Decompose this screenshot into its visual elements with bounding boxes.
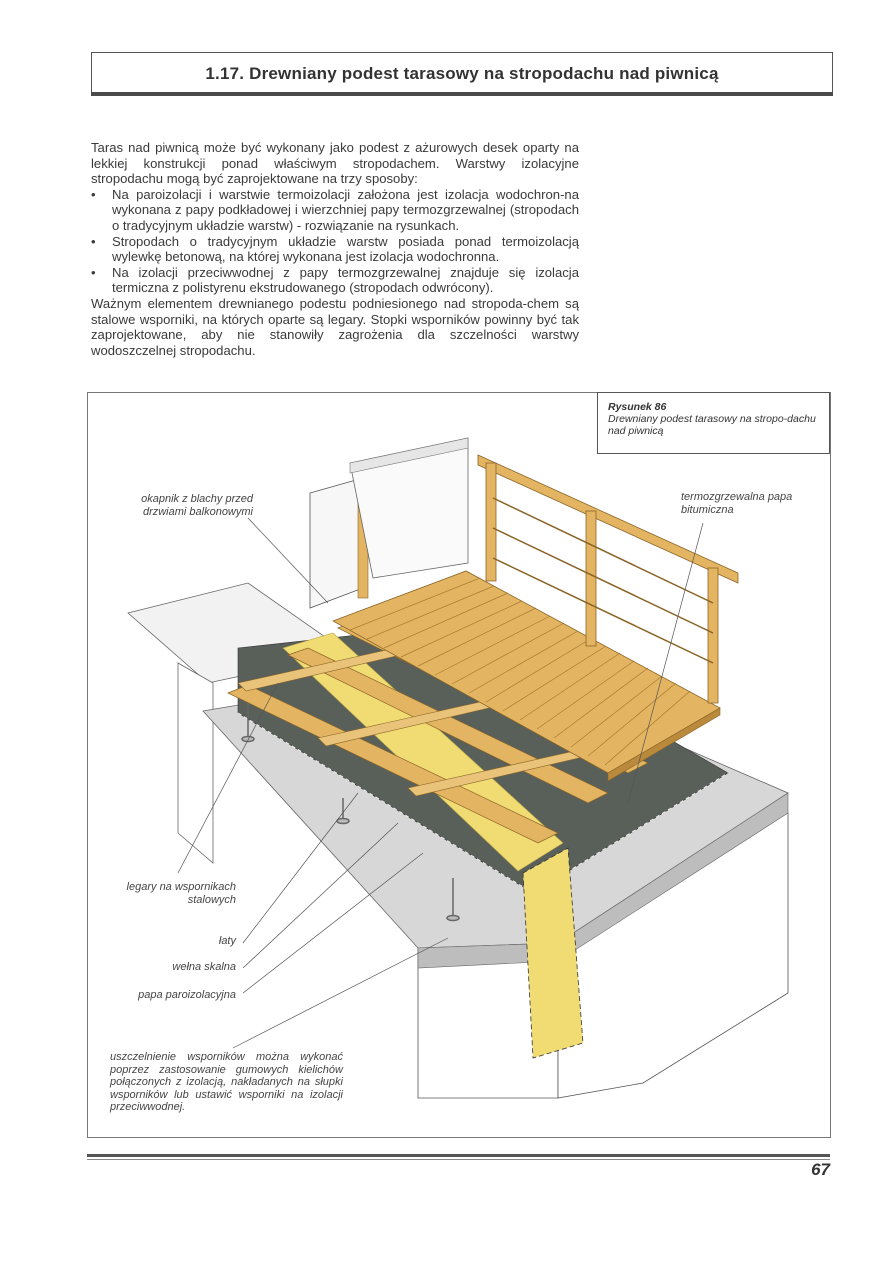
intro-paragraph-1: Taras nad piwnicą może być wykonany jako podest z ażurowych desek oparty na lekkiej konstrukcji ponad właściwym stropodachem. Warstwy izolacyjne stropodachu mogą być zaprojektowane na trzy sposoby: — [91, 140, 579, 187]
intro-paragraph-2: Ważnym elementem drewnianego podestu podniesionego nad stropoda-chem są stalowe wsporniki, na których oparte są legary. Stopki wsporników powinny być tak zaprojektowane, aby nie stanowiły zagrożenia dla szczelności warstwy wodoszczelnej stropodachu. — [91, 295, 579, 358]
list-item-text: Stropodach o tradycyjnym układzie warstw posiada ponad termoizolacją wylewkę betonową, na której wykonana jest izolacja wodochronna. — [112, 233, 579, 265]
label-laty: łaty — [218, 935, 236, 947]
figure-number: Rysunek 86 — [608, 401, 667, 413]
title-rule — [91, 92, 833, 96]
bullet: • — [91, 233, 96, 249]
list-item — [91, 234, 579, 265]
page-title: 1.17. Drewniany podest tarasowy na stropodachu nad piwnicą — [205, 64, 719, 83]
bullet: • — [91, 264, 96, 280]
bullet: • — [91, 186, 96, 202]
figure-caption-text: Drewniany podest tarasowy na stropo-dachu nad piwnicą — [608, 413, 816, 437]
label-okapnik: okapnik z blachy przed drzwiami balkonowymi — [141, 493, 253, 518]
footer-rule — [87, 1154, 830, 1157]
figure-caption — [597, 392, 830, 454]
footer-rule-thin — [87, 1159, 830, 1160]
title-box — [91, 52, 833, 94]
list-item-text: Na izolacji przeciwwodnej z papy termozgrzewalnej znajduje się izolacja termiczna z polistyrenu ekstrudowanego (stropodach odwrócony). — [112, 264, 579, 296]
list-item — [91, 187, 579, 234]
figure-frame — [87, 392, 831, 1138]
list-item — [91, 265, 579, 296]
list-item-text: Na paroizolacji i warstwie termoizolacji założona jest izolacja wodochron-na wykonana z papy podkładowej i wierzchniej papy termozgrzewalnej (stropodach o tradycyjnym układzie warstw) - rozwiązanie na rysunkach. — [112, 186, 579, 233]
wall-left-face — [178, 663, 213, 863]
balcony-door — [310, 478, 363, 608]
page-number: 67 — [811, 1160, 830, 1179]
label-uszczelnienie: uszczelnienie wsporników można wykonać poprzez zastosowanie gumowych kielichów połączonych z izolacją, nakładanych na słupki wsporników lub ustawić wsporniki na izolacji przeciwwodnej. — [110, 1051, 343, 1113]
label-welna: wełna skalna — [172, 961, 236, 973]
intro-text — [91, 140, 579, 358]
label-papa-paroizolacyjna: papa paroizolacyjna — [138, 989, 236, 1001]
layer-options-list — [91, 187, 579, 296]
label-papa-bitumiczna: termozgrzewalna papa bitumiczna — [681, 491, 793, 516]
label-legary: legary na wspornikach stalowych — [126, 881, 236, 906]
